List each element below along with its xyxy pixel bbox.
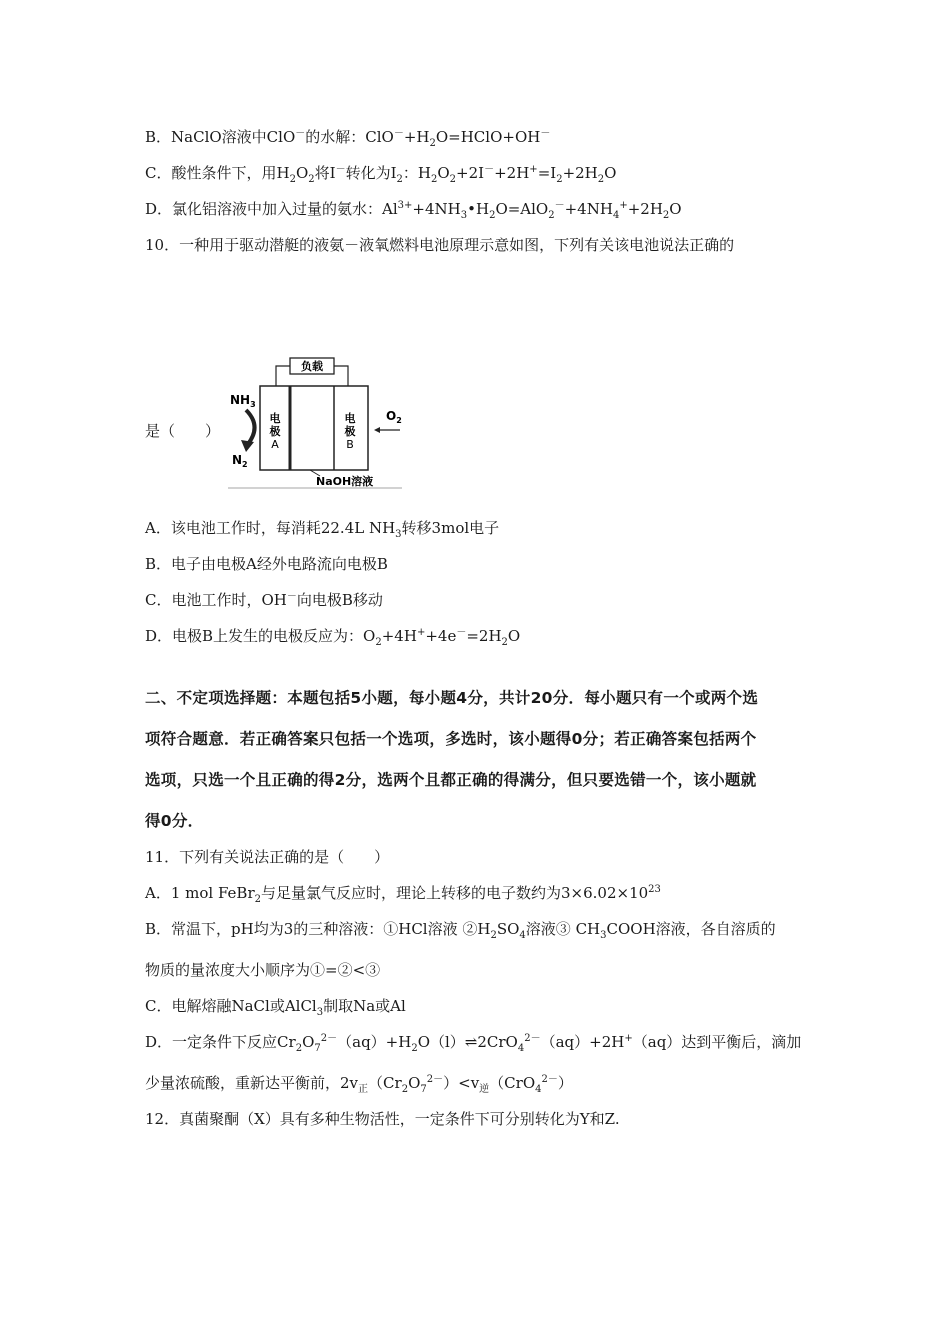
section2-line4: 得0分． <box>145 812 204 830</box>
q11-option-b-cont: 物质的量浓度大小顺序为①=②<③ <box>145 961 381 979</box>
section2-line3: 选项，只选一个且正确的得2分，选两个且都正确的得满分，但只要选错一个，该小题就 <box>145 771 757 789</box>
electrode-b-char3: B <box>346 438 354 451</box>
wire-left <box>276 366 290 386</box>
q9-option-b: B．NaClO溶液中ClO－的水解：$ClO^-+H_2O=HClO+OH^-$ <box>145 128 551 149</box>
nh3-label: $NH_3$ <box>230 393 256 409</box>
electrode-b-char2: 极 <box>344 425 356 438</box>
q11-stem: 11．下列有关说法正确的是（ ） <box>145 848 390 866</box>
q11-option-d: D．一定条件下反应$Cr_2O_7^{2-}(aq)+H_2O(l)\rightleftharpoons 2CrO_4^{2-}(aq)+2H^+(aq)$达到平衡后，滴加 <box>145 1033 802 1054</box>
q10-option-b: B．电子由电极A经外电路流向电极B <box>145 555 388 573</box>
naoh-label: NaOH溶液 <box>316 475 374 488</box>
electrode-a-char1: 电 <box>269 412 281 425</box>
section2-line1: 二、不定项选择题：本题包括5小题，每小题4分，共计20分．每小题只有一个或两个选 <box>145 689 759 707</box>
q10-stem: 10．一种用于驱动潜艇的液氨－液氧燃料电池原理示意如图，下列有关该电池说法正确的 <box>145 236 735 254</box>
q9-option-d: D．氯化铝溶液中加入过量的氨水：$Al^{3+}+4NH_3•H_2O=AlO_2^-+4NH_4^++2H_2O$ <box>145 200 682 221</box>
n2-label: $N_2$ <box>232 453 248 469</box>
q11-option-b: B．常温下，pH均为3的三种溶液：①HCl溶液 $②H_2SO_4$溶液③ $CH_3COOH$溶液，各自溶质的 <box>145 920 776 941</box>
q10-option-c: C．电池工作时，OH－向电极B移动 <box>145 591 383 609</box>
nh3-arrow-head <box>241 440 254 452</box>
q10-option-d: D．电极B上发生的电极反应为：$O_2+4H^++4e^-=2H_2O$ <box>145 627 521 648</box>
q10-stem-end: 是（ ） <box>145 422 221 440</box>
electrode-b-char1: 电 <box>344 412 356 425</box>
electrode-a-char3: A <box>271 438 279 451</box>
q11-option-a: A．1 mol FeBr$_2$与足量氯气反应时，理论上转移的电子数约为$3\times 6.02\times 10^{23}$ <box>145 884 661 905</box>
q9-option-c: C．酸性条件下，用$H_2O_2$将I－转化为$I_2$：$H_2O_2+2I^-+2H^+=I_2+2H_2O$ <box>145 164 617 185</box>
q11-option-c: C．电解熔融NaCl或AlCl$_3$制取Na或Al <box>145 997 406 1018</box>
fuel-cell-diagram <box>228 352 408 492</box>
section2-line2: 项符合题意．若正确答案只包括一个选项，多选时，该小题得0分；若正确答案包括两个 <box>145 730 757 748</box>
wire-right <box>334 366 348 386</box>
nh3-curve-arrow <box>246 410 255 444</box>
q11-option-d-cont: 少量浓硫酸，重新达平衡前，$2v_正(Cr_2O_7^{2-})<v_逆(CrO_4^{2-})$ <box>145 1074 573 1095</box>
load-label: 负载 <box>301 360 323 373</box>
o2-label: $O_2$ <box>386 409 402 425</box>
q10-option-a: A．该电池工作时，每消耗22.4L $NH_3$转移3mol电子 <box>145 519 500 540</box>
q12-stem: 12．真菌聚酮（X）具有多种生物活性，一定条件下可分别转化为Y和Z. <box>145 1110 620 1128</box>
o2-arrow-head <box>374 427 380 433</box>
electrode-a-char2: 极 <box>269 425 281 438</box>
